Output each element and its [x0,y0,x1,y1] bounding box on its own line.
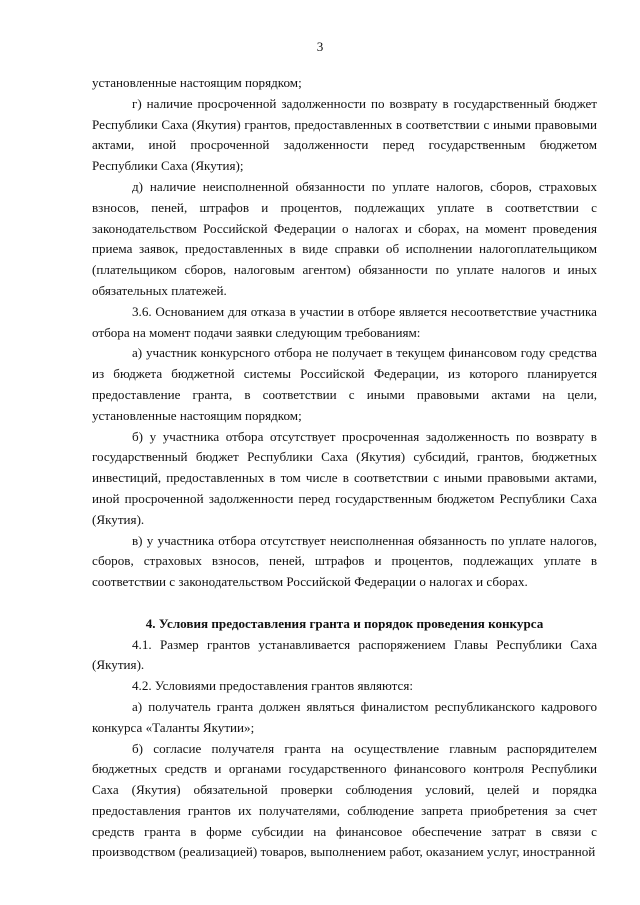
paragraph-item-b: б) у участника отбора отсутствует просроченная задолженность по возврату в государственный бюджет Республики Саха (Якутия) субсидий, грантов, бюджетных инвестиций, предоставленных в том числе в соответствии с иными правовыми актами, иной просроченной задолженности перед государственным бюджетом Республики Саха (Якутия). [92,428,597,527]
paragraph-item-d: д) наличие неисполненной обязанности по уплате налогов, сборов, страховых взносов, пеней, штрафов и процентов, подлежащих уплате в соответствии с законодательством Российской Федерации о налогах и сборах, на момент проведения приема заявок, предоставленных в виде справки об исполнении налогоплательщиком (плательщиком сборов, налоговым агентом) обязанности по уплате налогов и иных обязательных платежей. [92,178,597,298]
paragraph-4-2: 4.2. Условиями предоставления грантов являются: [132,678,414,694]
paragraph-4-1: 4.1. Размер грантов устанавливается распоряжением Главы Республики Саха (Якутия). [92,636,597,673]
page-number: 3 [316,39,324,54]
paragraph-item-v: в) у участника отбора отсутствует неисполненная обязанность по уплате налогов, сборов, страховых взносов, пеней, штрафов и процентов, подлежащих уплате в соответствии с законодательством Российской Федерации о налогах и сборах. [92,532,597,590]
paragraph-3-6: 3.6. Основанием для отказа в участии в отборе является несоответствие участника отбора на момент подачи заявки следующим требованиям: [92,303,597,340]
paragraph-4-2-b: б) согласие получателя гранта на осуществление главным распорядителем бюджетных средств и органами государственного финансового контроля Республики Саха (Якутия) обязательной проверки соблюдения условий, целей и порядка предоставления грантов их получателями, соблюдение запрета приобретения за счет средств гранта в форме субсидии на финансовое обеспечение затрат в связи с производством (реализацией) товаров, выполнением работ, оказанием услуг, иностранной [92,740,597,860]
section-4-heading: 4. Условия предоставления гранта и порядок проведения конкурса [145,615,544,631]
paragraph-item-g: г) наличие просроченной задолженности по возврату в государственный бюджет Республики Саха (Якутия) грантов, предоставленных в соответствии с иными правовыми актами, иной просроченной задолженности перед государственным бюджетом Республики Саха (Якутия); [92,95,597,174]
paragraph-item-a: а) участник конкурсного отбора не получает в текущем финансовом году средства из бюджета бюджетной системы Российской Федерации, из которого планируется предоставление гранта, в соответствии с иными правовыми актами на цели, установленные настоящим порядком; [92,345,597,423]
paragraph-4-2-a: а) получатель гранта должен являться финалистом республиканского кадрового конкурса «Таланты Якутии»; [92,698,597,735]
paragraph-continuation: установленные настоящим порядком; [92,75,302,90]
document-body [92,73,597,863]
